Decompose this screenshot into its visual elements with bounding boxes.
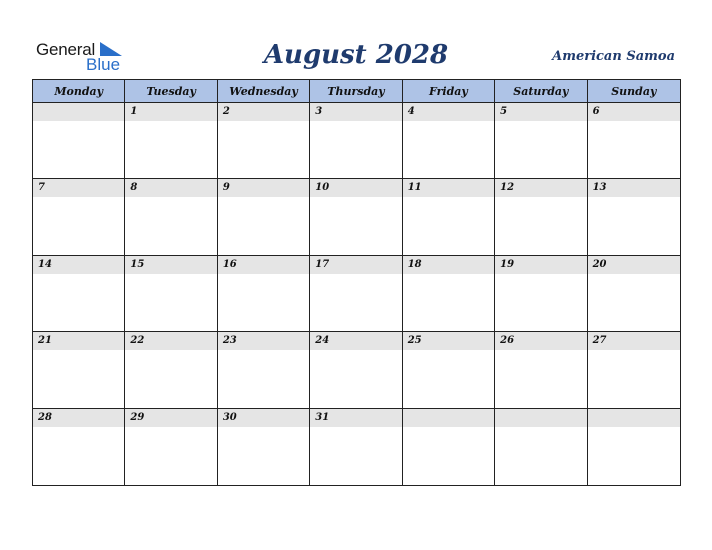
day-cell[interactable] [125,332,217,408]
day-number: 25 [403,332,494,350]
day-cell[interactable] [588,256,680,332]
day-cell[interactable] [495,409,587,485]
day-number: 24 [310,332,401,350]
day-number: 21 [33,332,124,350]
day-cell[interactable] [125,103,217,179]
day-number [33,103,124,121]
day-cell[interactable] [403,332,495,408]
day-cell[interactable] [495,332,587,408]
day-number: 28 [33,409,124,427]
day-cell[interactable] [218,256,310,332]
day-number [588,409,680,427]
weekday-friday: Friday [403,80,495,103]
day-number: 5 [495,103,586,121]
day-cell[interactable] [310,103,402,179]
day-number: 29 [125,409,216,427]
region-label: American Samoa [552,49,675,64]
day-cell[interactable] [588,409,680,485]
day-number: 26 [495,332,586,350]
day-cell[interactable] [33,409,125,485]
day-number: 4 [403,103,494,121]
logo-text-general: General [36,40,96,59]
day-cell[interactable] [495,256,587,332]
day-cell[interactable] [33,332,125,408]
day-cell[interactable] [310,179,402,255]
weekday-saturday: Saturday [495,80,587,103]
day-number: 10 [310,179,401,197]
day-number: 13 [588,179,680,197]
day-cell[interactable] [218,179,310,255]
day-cell[interactable] [218,103,310,179]
day-cell[interactable] [218,409,310,485]
day-number [495,409,586,427]
day-cell[interactable] [33,179,125,255]
day-cell[interactable] [588,103,680,179]
day-cell[interactable] [403,256,495,332]
day-number: 1 [125,103,216,121]
day-number: 8 [125,179,216,197]
day-number: 23 [218,332,309,350]
day-cell[interactable] [218,332,310,408]
day-cell[interactable] [33,103,125,179]
day-number: 31 [310,409,401,427]
weekday-monday: Monday [33,80,125,103]
day-cell[interactable] [33,256,125,332]
day-number: 20 [588,256,680,274]
day-number: 17 [310,256,401,274]
calendar-title: August 2028 [263,40,449,70]
day-number: 15 [125,256,216,274]
day-cell[interactable] [310,409,402,485]
day-number: 11 [403,179,494,197]
day-number: 14 [33,256,124,274]
weekday-tuesday: Tuesday [125,80,217,103]
day-number: 19 [495,256,586,274]
day-cell[interactable] [495,103,587,179]
day-number: 16 [218,256,309,274]
day-number [403,409,494,427]
day-number: 22 [125,332,216,350]
weekday-sunday: Sunday [588,80,680,103]
day-cell[interactable] [125,409,217,485]
day-cell[interactable] [495,179,587,255]
day-cell[interactable] [588,332,680,408]
day-number: 7 [33,179,124,197]
day-cell[interactable] [403,409,495,485]
day-number: 18 [403,256,494,274]
day-cell[interactable] [125,179,217,255]
logo-text-blue: Blue [86,55,121,74]
day-cell[interactable] [403,103,495,179]
day-number: 27 [588,332,680,350]
day-cell[interactable] [125,256,217,332]
day-number: 6 [588,103,680,121]
day-cell[interactable] [310,256,402,332]
day-cell[interactable] [403,179,495,255]
day-number: 9 [218,179,309,197]
day-number: 3 [310,103,401,121]
day-cell[interactable] [588,179,680,255]
day-number: 12 [495,179,586,197]
day-number: 2 [218,103,309,121]
calendar-grid [32,79,681,486]
day-number: 30 [218,409,309,427]
weekday-thursday: Thursday [310,80,402,103]
weekday-wednesday: Wednesday [218,80,310,103]
day-cell[interactable] [310,332,402,408]
